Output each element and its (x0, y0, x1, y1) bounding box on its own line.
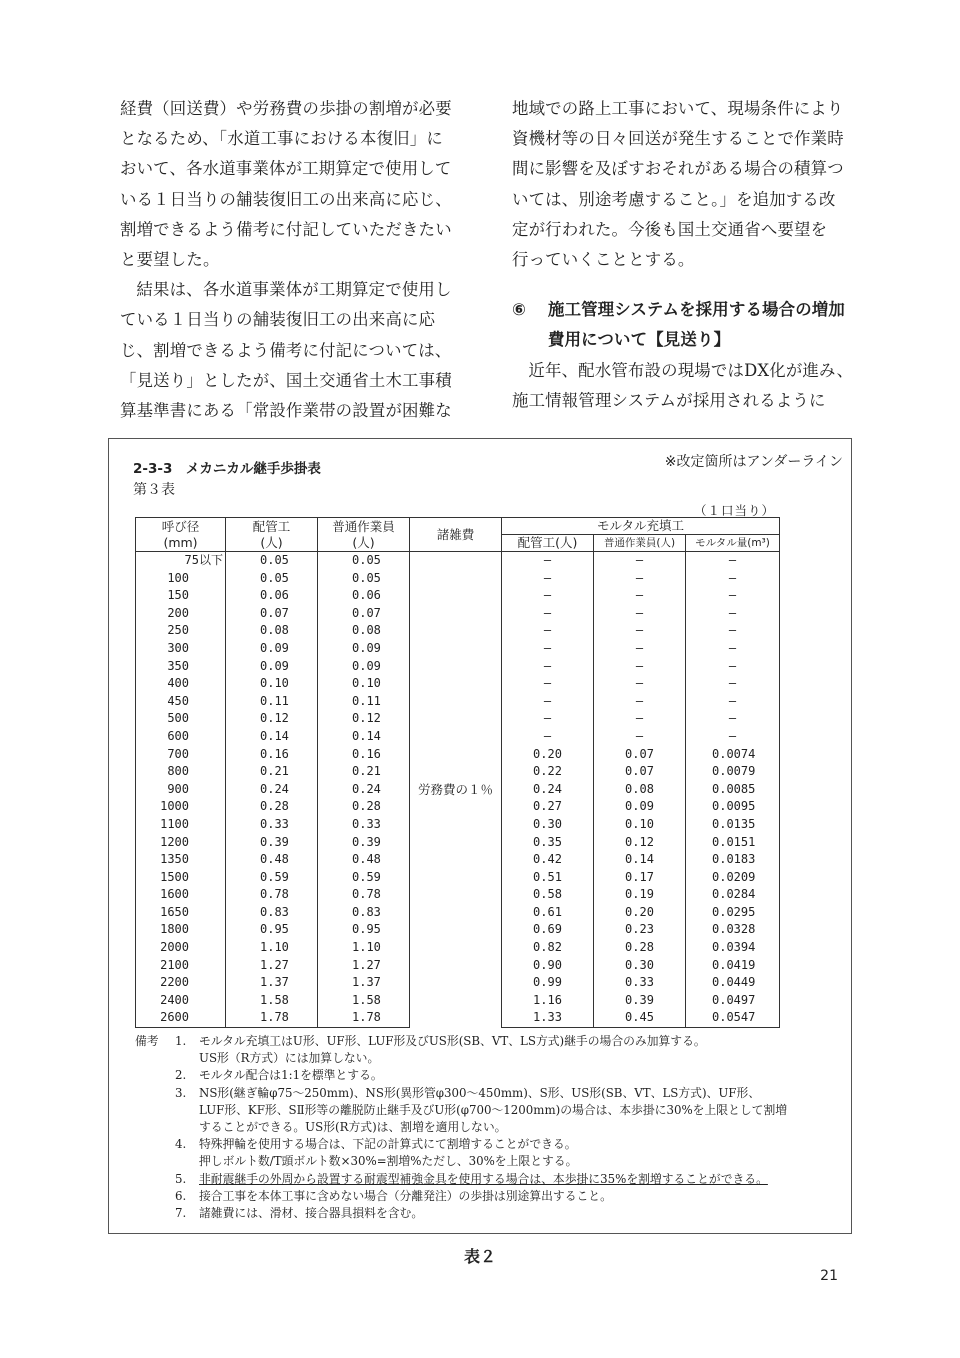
cell-pipe: 0.07 (226, 605, 318, 623)
cell-mortar-pipe: 1.33 (502, 1009, 594, 1027)
remark-text: することができる。US形(R方式)は、割増を適用しない。 (199, 1120, 507, 1135)
section-heading-cont (512, 325, 888, 355)
cell-pipe: 0.08 (226, 622, 318, 640)
cell-pipe: 1.27 (226, 957, 318, 975)
cell-mortar-qty: 0.0394 (686, 939, 780, 957)
cell-size: 150 (136, 587, 226, 605)
cell-pipe: 0.09 (226, 640, 318, 658)
cell-mortar-worker: ― (594, 570, 686, 588)
cell-worker: 0.05 (318, 570, 410, 588)
cell-size: 100 (136, 570, 226, 588)
remark-text: 特殊押輪を使用する場合は、下記の計算式にて割増することができる。 (199, 1137, 577, 1152)
cell-worker: 1.27 (318, 957, 410, 975)
cell-size: 2400 (136, 992, 226, 1010)
cell-mortar-pipe: 0.24 (502, 781, 594, 799)
cell-pipe: 1.58 (226, 992, 318, 1010)
cell-pipe: 0.59 (226, 869, 318, 887)
cell-mortar-pipe: 1.16 (502, 992, 594, 1010)
cell-mortar-qty: 0.0209 (686, 869, 780, 887)
body-line: いては、別途考慮すること。」を追加する改 (512, 189, 836, 209)
cell-mortar-worker: ― (594, 622, 686, 640)
cell-size: 250 (136, 622, 226, 640)
cell-worker: 0.28 (318, 798, 410, 816)
body-line: おいて、各水道事業体が工期算定で使用して (120, 159, 452, 179)
remark-index: 4. (175, 1137, 187, 1152)
cell-worker: 1.37 (318, 974, 410, 992)
body-line: 結果は、各水道事業体が工期算定で使用し (136, 280, 452, 300)
cell-mortar-worker: 0.12 (594, 834, 686, 852)
body-line: 資機材等の日々回送が発生することで作業時 (512, 129, 844, 149)
cell-mortar-pipe: ― (502, 640, 594, 658)
cell-mortar-pipe: 0.69 (502, 921, 594, 939)
cell-size: 75以下 (136, 552, 226, 570)
cell-mortar-qty: ― (686, 605, 780, 623)
cell-worker: 0.95 (318, 921, 410, 939)
remark-line (135, 1153, 845, 1170)
cell-pipe: 0.09 (226, 658, 318, 676)
remark-text: LUF形、KF形、SⅡ形等の離脱防止継手及びU形(φ700～1200mm)の場合は、本歩掛に30%を上限として割増 (199, 1102, 788, 1117)
cell-worker: 0.24 (318, 781, 410, 799)
table-row (136, 552, 780, 570)
body-line: となるため、「水道工事における本復旧」に (120, 129, 443, 149)
body-line: 間に影響を及ぼすおそれがある場合の積算つ (512, 159, 844, 179)
cell-mortar-pipe: ― (502, 693, 594, 711)
body-line: 算基準書にある「常設作業帯の設置が困難な (120, 401, 452, 421)
cell-mortar-pipe: ― (502, 587, 594, 605)
cell-size: 400 (136, 675, 226, 693)
cell-worker: 0.48 (318, 851, 410, 869)
cell-worker: 0.08 (318, 622, 410, 640)
cell-worker: 0.83 (318, 904, 410, 922)
remark-index: 1. (175, 1034, 187, 1048)
cell-mortar-pipe: 0.42 (502, 851, 594, 869)
remark-text: 非耐震継手の外周から設置する耐震型補強金具を使用する場合は、本歩掛に35%を割増することができる。 (199, 1171, 768, 1186)
cell-mortar-worker: ― (594, 728, 686, 746)
cell-mortar-qty: ― (686, 552, 780, 570)
cell-mortar-worker: 0.23 (594, 921, 686, 939)
cell-pipe: 0.24 (226, 781, 318, 799)
cell-mortar-worker: ― (594, 710, 686, 728)
cell-mortar-qty: 0.0183 (686, 851, 780, 869)
cell-size: 2000 (136, 939, 226, 957)
cell-mortar-qty: ― (686, 710, 780, 728)
cell-mortar-qty: 0.0284 (686, 886, 780, 904)
body-line: 施工情報管理システムが採用されるように (512, 390, 826, 410)
remark-line (135, 1119, 845, 1136)
cell-mortar-worker: 0.33 (594, 974, 686, 992)
remark-text: モルタル充填工はU形、UF形、LUF形及びUS形(SB、VT、LS方式)継手の場合のみ加算する。 (199, 1034, 706, 1048)
col-header-mortar-worker: 普通作業員(人) (594, 535, 686, 552)
cell-pipe: 0.06 (226, 587, 318, 605)
cell-size: 1350 (136, 851, 226, 869)
body-line: 近年、配水管布設の現場ではDX化が進み、 (528, 360, 854, 380)
cell-mortar-pipe: ― (502, 710, 594, 728)
cell-mortar-worker: ― (594, 693, 686, 711)
body-line: 定が行われた。今後も国土交通省へ要望を (512, 219, 828, 239)
remark-text: NS形(継ぎ輪φ75～250mm)、NS形(異形管φ300～450mm)、S形、US形(SB、VT、LS方式)、UF形、 (199, 1085, 761, 1100)
cell-mortar-qty: ― (686, 622, 780, 640)
remark-text: モルタル配合は1:1を標準とする。 (199, 1068, 383, 1083)
cell-mortar-worker: ― (594, 605, 686, 623)
col-header-misc: 諸雑費 (410, 518, 502, 552)
cell-pipe: 0.21 (226, 763, 318, 781)
cell-size: 1800 (136, 921, 226, 939)
cell-pipe: 0.05 (226, 570, 318, 588)
cell-mortar-pipe: ― (502, 570, 594, 588)
remark-text: US形（R方式）には加算しない。 (199, 1051, 380, 1066)
cell-worker: 0.09 (318, 658, 410, 676)
cell-size: 600 (136, 728, 226, 746)
cell-worker: 0.11 (318, 693, 410, 711)
cell-mortar-pipe: 0.35 (502, 834, 594, 852)
body-line: ている１日当りの舗装復旧工の出来高に応 (120, 310, 436, 330)
cell-mortar-worker: 0.28 (594, 939, 686, 957)
cell-worker: 1.10 (318, 939, 410, 957)
cell-mortar-qty: ― (686, 570, 780, 588)
remark-line (135, 1085, 845, 1102)
page-number: 21 (820, 1268, 838, 1284)
col-header-size: 呼び径 (mm) (136, 518, 226, 552)
cell-mortar-pipe: ― (502, 605, 594, 623)
cell-size: 200 (136, 605, 226, 623)
cell-mortar-worker: 0.07 (594, 746, 686, 764)
remark-index: 5. (175, 1171, 187, 1186)
cell-mortar-worker: 0.20 (594, 904, 686, 922)
cell-mortar-worker: 0.17 (594, 869, 686, 887)
remark-text: 諸雑費には、滑材、接合器具損料を含む。 (199, 1206, 424, 1221)
col-header-mortar-qty: モルタル量(m³) (686, 535, 780, 552)
cell-mortar-worker: 0.07 (594, 763, 686, 781)
left-text-column (120, 94, 496, 426)
cell-pipe: 0.95 (226, 921, 318, 939)
cell-pipe: 0.33 (226, 816, 318, 834)
cell-size: 700 (136, 746, 226, 764)
cell-worker: 0.78 (318, 886, 410, 904)
cell-mortar-worker: ― (594, 675, 686, 693)
cell-pipe: 0.48 (226, 851, 318, 869)
cell-mortar-qty: ― (686, 693, 780, 711)
cell-mortar-worker: 0.14 (594, 851, 686, 869)
cell-mortar-pipe: 0.20 (502, 746, 594, 764)
cell-mortar-pipe: ― (502, 728, 594, 746)
cell-mortar-pipe: 0.82 (502, 939, 594, 957)
col-header-pipe: 配管工 (人) (226, 518, 318, 552)
cell-size: 900 (136, 781, 226, 799)
cell-worker: 0.39 (318, 834, 410, 852)
section-heading-line2: 費用について【見送り】 (548, 330, 731, 350)
cell-worker: 0.10 (318, 675, 410, 693)
body-line: いる１日当りの舗装復旧工の出来高に応じ、 (120, 189, 452, 209)
body-line: 経費（回送費）や労務費の歩掛の割増が必要 (120, 99, 452, 118)
cell-mortar-pipe: ― (502, 552, 594, 570)
remark-text: 接合工事を本体工事に含めない場合（分離発注）の歩掛は別途算出すること。 (199, 1188, 612, 1203)
cell-worker: 0.06 (318, 587, 410, 605)
cell-size: 1500 (136, 869, 226, 887)
remark-line (135, 1033, 845, 1050)
cell-size: 800 (136, 763, 226, 781)
cell-size: 2100 (136, 957, 226, 975)
cell-mortar-pipe: 0.22 (502, 763, 594, 781)
cell-pipe: 1.37 (226, 974, 318, 992)
table-title: 2-3-3 メカニカル継手歩掛表 (133, 461, 321, 477)
cell-mortar-pipe: ― (502, 658, 594, 676)
cell-mortar-qty: 0.0095 (686, 798, 780, 816)
cell-pipe: 0.05 (226, 552, 318, 570)
cell-worker: 0.16 (318, 746, 410, 764)
cell-mortar-qty: ― (686, 728, 780, 746)
cell-mortar-qty: 0.0419 (686, 957, 780, 975)
cell-mortar-qty: ― (686, 587, 780, 605)
unit-label: （１口当り） (693, 503, 775, 518)
remark-index: 6. (175, 1188, 187, 1203)
cell-pipe: 0.14 (226, 728, 318, 746)
table-figure (108, 438, 852, 1234)
cell-pipe: 0.28 (226, 798, 318, 816)
cell-mortar-worker: 0.09 (594, 798, 686, 816)
cell-mortar-pipe: 0.99 (502, 974, 594, 992)
cell-pipe: 0.16 (226, 746, 318, 764)
cell-size: 1600 (136, 886, 226, 904)
cell-worker: 0.21 (318, 763, 410, 781)
remark-line (135, 1171, 845, 1188)
cell-pipe: 1.10 (226, 939, 318, 957)
cell-mortar-qty: 0.0135 (686, 816, 780, 834)
section-heading (512, 295, 888, 325)
cell-worker: 1.78 (318, 1009, 410, 1027)
table-number: 第３表 (133, 482, 175, 498)
cell-worker: 0.09 (318, 640, 410, 658)
cell-mortar-qty: 0.0085 (686, 781, 780, 799)
cell-mortar-qty: 0.0547 (686, 1009, 780, 1027)
cell-size: 1200 (136, 834, 226, 852)
cell-pipe: 0.83 (226, 904, 318, 922)
cell-mortar-worker: ― (594, 552, 686, 570)
cell-mortar-pipe: 0.51 (502, 869, 594, 887)
col-header-worker: 普通作業員 (人) (318, 518, 410, 552)
body-line: 「見送り」としたが、国土交通省土木工事積 (120, 370, 452, 390)
cell-mortar-worker: 0.10 (594, 816, 686, 834)
labor-rate-table (135, 517, 780, 1028)
right-text-column (512, 94, 888, 416)
body-line: 割増できるよう備考に付記していただきたい (120, 219, 452, 239)
cell-mortar-qty: 0.0074 (686, 746, 780, 764)
body-line: じ、割増できるよう備考に付記については、 (120, 340, 452, 360)
remark-line (135, 1102, 845, 1119)
cell-mortar-worker: 0.08 (594, 781, 686, 799)
cell-mortar-pipe: 0.30 (502, 816, 594, 834)
cell-worker: 0.05 (318, 552, 410, 570)
cell-mortar-qty: ― (686, 675, 780, 693)
remark-line (135, 1050, 845, 1067)
cell-size: 2600 (136, 1009, 226, 1027)
cell-mortar-pipe: 0.27 (502, 798, 594, 816)
col-header-mortar: モルタル充填工 (502, 518, 780, 535)
cell-pipe: 0.78 (226, 886, 318, 904)
remark-text: 押しボルト数/T頭ボルト数×30%=割増%ただし、30%を上限とする。 (199, 1154, 578, 1169)
section-number: ⑥ (512, 300, 527, 320)
cell-mortar-qty: ― (686, 658, 780, 676)
body-line: と要望した。 (120, 250, 220, 270)
cell-size: 2200 (136, 974, 226, 992)
cell-mortar-pipe: 0.90 (502, 957, 594, 975)
cell-size: 350 (136, 658, 226, 676)
remarks (135, 1033, 845, 1222)
cell-mortar-worker: 0.39 (594, 992, 686, 1010)
body-line: 地域での路上工事において、現場条件により (512, 99, 844, 118)
cell-mortar-pipe: ― (502, 622, 594, 640)
cell-worker: 0.07 (318, 605, 410, 623)
cell-mortar-qty: ― (686, 640, 780, 658)
cell-pipe: 0.10 (226, 675, 318, 693)
remark-index: 2. (175, 1068, 187, 1083)
cell-worker: 1.58 (318, 992, 410, 1010)
cell-mortar-qty: 0.0328 (686, 921, 780, 939)
cell-mortar-worker: 0.19 (594, 886, 686, 904)
cell-mortar-worker: ― (594, 658, 686, 676)
remark-line (135, 1205, 845, 1222)
cell-worker: 0.12 (318, 710, 410, 728)
col-header-mortar-pipe: 配管工(人) (502, 535, 594, 552)
cell-misc: 労務費の１％ (410, 552, 502, 1028)
remark-line (135, 1136, 845, 1153)
cell-size: 500 (136, 710, 226, 728)
cell-mortar-qty: 0.0497 (686, 992, 780, 1010)
cell-pipe: 0.39 (226, 834, 318, 852)
cell-size: 450 (136, 693, 226, 711)
remarks-label: 備考 (135, 1034, 159, 1048)
cell-size: 300 (136, 640, 226, 658)
remark-index: 7. (175, 1206, 187, 1221)
body-line: 行っていくこととする。 (512, 250, 695, 270)
remark-index: 3. (175, 1085, 187, 1100)
cell-size: 1100 (136, 816, 226, 834)
cell-mortar-pipe: ― (502, 675, 594, 693)
cell-mortar-worker: ― (594, 640, 686, 658)
cell-pipe: 1.78 (226, 1009, 318, 1027)
cell-worker: 0.59 (318, 869, 410, 887)
cell-worker: 0.33 (318, 816, 410, 834)
cell-mortar-qty: 0.0079 (686, 763, 780, 781)
cell-mortar-qty: 0.0449 (686, 974, 780, 992)
cell-pipe: 0.11 (226, 693, 318, 711)
cell-mortar-qty: 0.0295 (686, 904, 780, 922)
cell-mortar-worker: 0.30 (594, 957, 686, 975)
cell-mortar-worker: 0.45 (594, 1009, 686, 1027)
cell-worker: 0.14 (318, 728, 410, 746)
cell-mortar-pipe: 0.58 (502, 886, 594, 904)
cell-mortar-worker: ― (594, 587, 686, 605)
table-caption: 表２ (463, 1247, 496, 1266)
remark-line (135, 1067, 845, 1084)
cell-mortar-qty: 0.0151 (686, 834, 780, 852)
revision-note: ※改定箇所はアンダーライン (664, 454, 843, 470)
cell-mortar-pipe: 0.61 (502, 904, 594, 922)
cell-size: 1000 (136, 798, 226, 816)
cell-size: 1650 (136, 904, 226, 922)
cell-pipe: 0.12 (226, 710, 318, 728)
remark-line (135, 1188, 845, 1205)
section-heading-line1: 施工管理システムを採用する場合の増加 (548, 300, 845, 320)
